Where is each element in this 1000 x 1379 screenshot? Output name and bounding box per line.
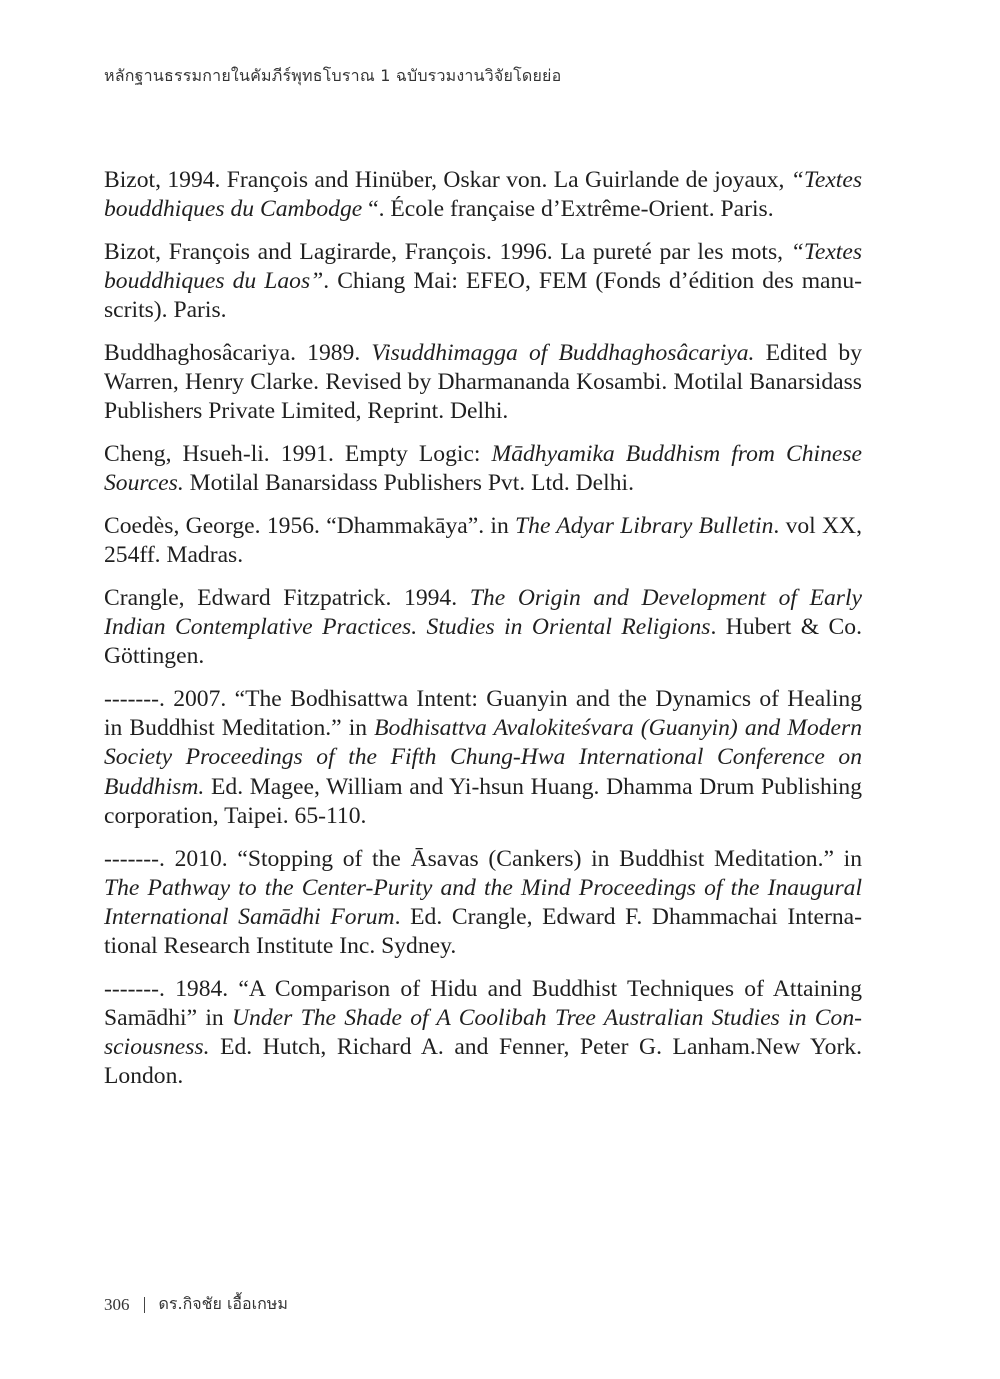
reference-title-italic: Mādhyamika Buddhism from Chinese Sources. (104, 441, 862, 497)
reference-text: Bizot, François and Lagirarde, François. 1996. La pureté par les mots, (104, 238, 791, 265)
reference-title-italic: The Pathway to the Center-Purity and the Mind Proceedings of the Inaugural International Samādhi Forum (104, 874, 862, 930)
reference-text: -------. 2007. “The Bodhisattwa Intent: Guanyin and the Dynamics of Healing in Buddhist Meditation.” in (104, 686, 862, 742)
reference-text: . vol XX, 254ff. Madras. (104, 513, 862, 569)
reference-text: Edited by Warren, Henry Clarke. Revised by Dharmananda Kosambi. Motilal Banarsidass Publishers Private Limited, Reprint. Delhi. (104, 340, 862, 425)
reference-entry (104, 845, 862, 962)
reference-text: -------. 2010. “Stopping of the Āsavas (Cankers) in Buddhist Meditation.” in (104, 845, 862, 872)
reference-title-italic: “Textes bouddhiques du Cambodge (104, 167, 862, 223)
reference-text: Buddhaghosâcariya. 1989. (104, 340, 372, 367)
reference-entry (104, 685, 862, 831)
reference-entry (104, 339, 862, 427)
reference-entry (104, 166, 862, 224)
reference-entry (104, 975, 862, 1092)
reference-title-italic: Visuddhimagga of Buddhaghosâcariya. (371, 340, 755, 367)
footer-separator (144, 1297, 145, 1313)
reference-text: . Chiang Mai: EFEO, FEM (Fonds d’édition des manuscrits). Paris. (104, 268, 862, 324)
reference-entry (104, 440, 862, 498)
reference-entry (104, 584, 862, 672)
reference-list (104, 166, 862, 1105)
reference-text: . Ed. Crangle, Edward F. Dhammachai International Research Institute Inc. Sydney. (104, 903, 862, 960)
reference-title-italic: The Adyar Library Bulletin (515, 513, 774, 540)
reference-text: “. École française d’Extrême-Orient. Paris. (362, 196, 774, 223)
reference-text: Ed. Hutch, Richard A. and Fenner, Peter G. Lanham.New York. London. (104, 1034, 862, 1090)
reference-text: Coedès, George. 1956. “Dhammakāya”. in (104, 513, 516, 540)
author-name: ดร.กิจชัย เอื้อเกษม (158, 1294, 288, 1313)
reference-title-italic: Bodhisattva Avalokiteśvara (Guanyin) and Modern Society Proceedings of the Fifth Chung-Hwa International Conference on Buddhism. (104, 715, 863, 800)
reference-title-italic: “Textes bouddhiques du Laos” (104, 238, 862, 295)
reference-text: Crangle, Edward Fitzpatrick. 1994. (104, 584, 470, 611)
page-number: 306 (104, 1294, 130, 1314)
page-footer (104, 1292, 288, 1317)
reference-title-italic: The Origin and Development of Early Indian Contemplative Practices. Studies in Oriental Religions (104, 584, 862, 641)
reference-text: Ed. Magee, William and Yi-hsun Huang. Dhamma Drum Publishing corporation, Taipei. 65-110. (104, 773, 862, 829)
reference-title-italic: Under The Shade of A Coolibah Tree Australian Studies in Consciousness. (104, 1005, 862, 1061)
reference-entry (104, 512, 862, 570)
reference-text: . Hubert & Co. Göttingen. (104, 614, 862, 670)
reference-text: Motilal Banarsidass Publishers Pvt. Ltd. Delhi. (183, 470, 634, 497)
reference-text: Bizot, 1994. François and Hinüber, Oskar von. La Guirlande de joyaux, (104, 167, 791, 193)
reference-text: -------. 1984. “A Comparison of Hidu and Buddhist Techniques of Attaining Samādhi” in (104, 975, 862, 1032)
running-header: หลักฐานธรรมกายในคัมภีร์พุทธโบราณ 1 ฉบับรวมงานวิจัยโดยย่อ (104, 66, 562, 85)
reference-entry (104, 238, 862, 326)
reference-text: Cheng, Hsueh-li. 1991. Empty Logic: (104, 441, 492, 468)
